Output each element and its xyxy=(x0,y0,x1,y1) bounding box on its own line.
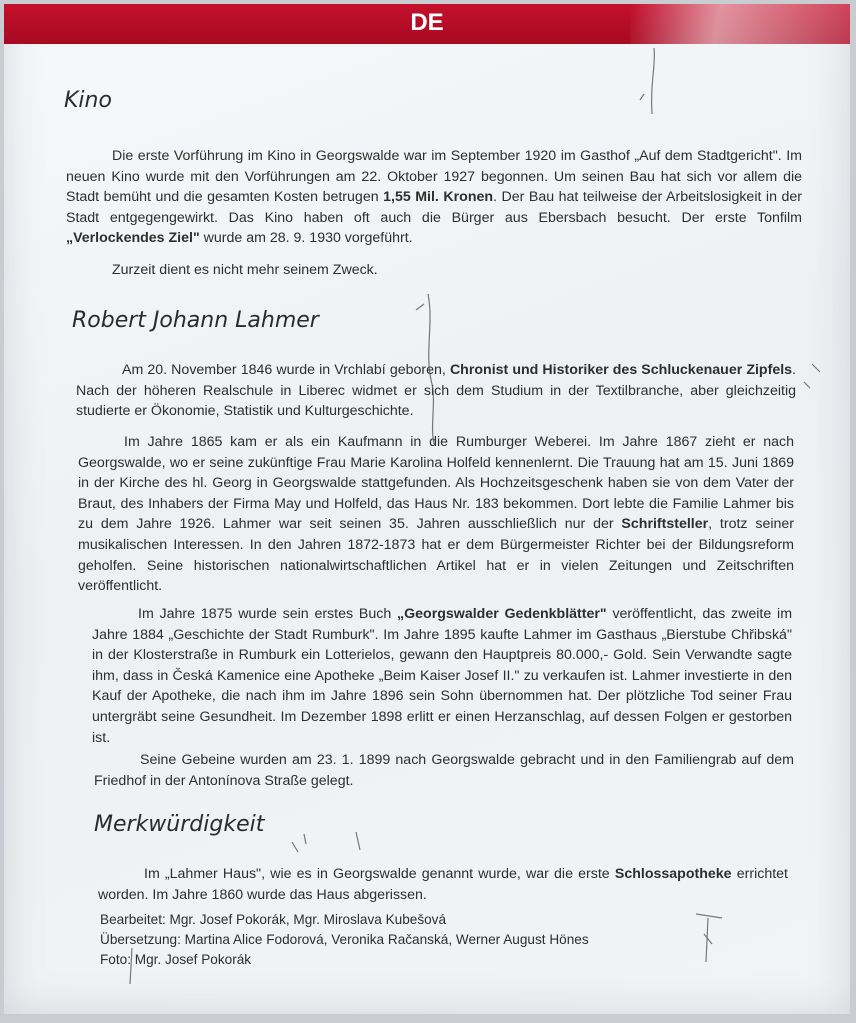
credit-edited: Bearbeitet: Mgr. Josef Pokorák, Mgr. Miroslava Kubešová xyxy=(100,912,447,927)
heading-kino: Kino xyxy=(64,88,112,113)
lahmer-paragraph-4: Seine Gebeine wurden am 23. 1. 1899 nach Georgswalde gebracht und in den Familiengrab auf dem Friedhof in der Antonínova Straße gelegt. xyxy=(94,752,794,789)
scratch-mark xyxy=(804,364,820,388)
merk-paragraph-1: Im „Lahmer Haus", wie es in Georgswalde genannt wurde, war die erste Schlossapotheke errichtet worden. Im Jahre 1860 wurde das Haus abgerissen. xyxy=(98,866,788,903)
kino-paragraph-1: Die erste Vorführung im Kino in Georgswalde war im September 1920 im Gasthof „Auf dem Stadtgericht". Im neuen Kino wurde mit den Vorführungen am 22. Oktober 1927 begonnen. Um seinen Bau hat sich vor allem die Stadt bemüht und die gesamten Kosten betrugen 1,55 Mil. Kronen. Der Bau hat teilweise der Arbeitslosigkeit in der Stadt entgegengewirkt. Das Kino haben oft auch die Bürger aus Ebersbach besucht. Der erste Tonfilm „Verlockendes Ziel" wurde am 28. 9. 1930 vorgeführt. xyxy=(66,148,802,247)
language-label: DE xyxy=(410,9,444,36)
lahmer-paragraph-2: Im Jahre 1865 kam er als ein Kaufmann in die Rumburger Weberei. Im Jahre 1867 zieht er nach Georgswalde, wo er seine zukünftige Frau Marie Karolina Holfeld kennenlernt. Die Trauung hat am 15. Juni 1869 in der Kirche des hl. Georg in Georgswalde stattgefunden. Als Hochzeitsgeschenk haben sie von dem Vater der Braut, des Inhabers der Firma May und Holfeld, das Haus Nr. 183 bekommen. Dort lebte die Familie Lahmer bis zu dem Jahre 1926. Lahmer war seit seinen 35. Jahren ausschließlich nur der Schriftsteller, trotz seiner musikalischen Interessen. In den Jahren 1872-1873 hat er dem Bürgermeister Richter bei der Bildungsreform geholfen. Seine historischen nationalwirtschaftlichen Artikel hat er in vielen Zeitungen und Zeitschriften veröffentlicht. xyxy=(78,434,794,595)
scratch-mark xyxy=(696,914,722,962)
scratch-marks-overlay xyxy=(4,4,850,1014)
heading-lahmer: Robert Johann Lahmer xyxy=(72,308,319,333)
info-board xyxy=(4,4,850,1014)
scratch-mark xyxy=(130,948,132,984)
kino-paragraph-2: Zurzeit dient es nicht mehr seinem Zweck. xyxy=(112,262,378,278)
scratch-mark xyxy=(416,304,424,310)
credit-photo: Foto: Mgr. Josef Pokorák xyxy=(100,952,252,967)
scratch-mark xyxy=(652,48,655,114)
heading-merkwuerdigkeit: Merkwürdigkeit xyxy=(94,812,265,837)
lahmer-paragraph-3: Im Jahre 1875 wurde sein erstes Buch „Georgswalder Gedenkblätter" veröffentlicht, das zweite im Jahre 1884 „Geschichte der Stadt Rumburk". Im Jahre 1895 kaufte Lahmer im Gasthaus „Bierstube Chřibská" in der Klosterstraße in Rumburk ein Lotterielos, gewann den Hauptpreis 80.000,- Gold. Sein Verwandte sagte ihm, dass in Česká Kamenice eine Apotheke „Beim Kaiser Josef II." zu verkaufen ist. Lahmer investierte in den Kauf der Apotheke, die nach ihm im Jahre 1896 sein Sohn übernommen hat. Der plötzliche Tod seiner Frau untergräbt seine Gesundheit. Im Dezember 1898 erlitt er einen Herzanschlag, auf dessen Folgen er gestorben ist. xyxy=(92,606,793,746)
credit-translation: Übersetzung: Martina Alice Fodorová, Veronika Račanská, Werner August Hönes xyxy=(100,932,589,947)
scratch-mark xyxy=(292,832,360,852)
scratch-mark xyxy=(640,94,644,100)
lahmer-paragraph-1: Am 20. November 1846 wurde in Vrchlabí geboren, Chronist und Historiker des Schluckenauer Zipfels. Nach der höheren Realschule in Liberec widmet er sich dem Studium in der Textilbranche, aber gleichzeitig studierte er Ökonomie, Statistik und Kulturgeschichte. xyxy=(76,362,796,420)
scratch-mark xyxy=(428,294,434,444)
